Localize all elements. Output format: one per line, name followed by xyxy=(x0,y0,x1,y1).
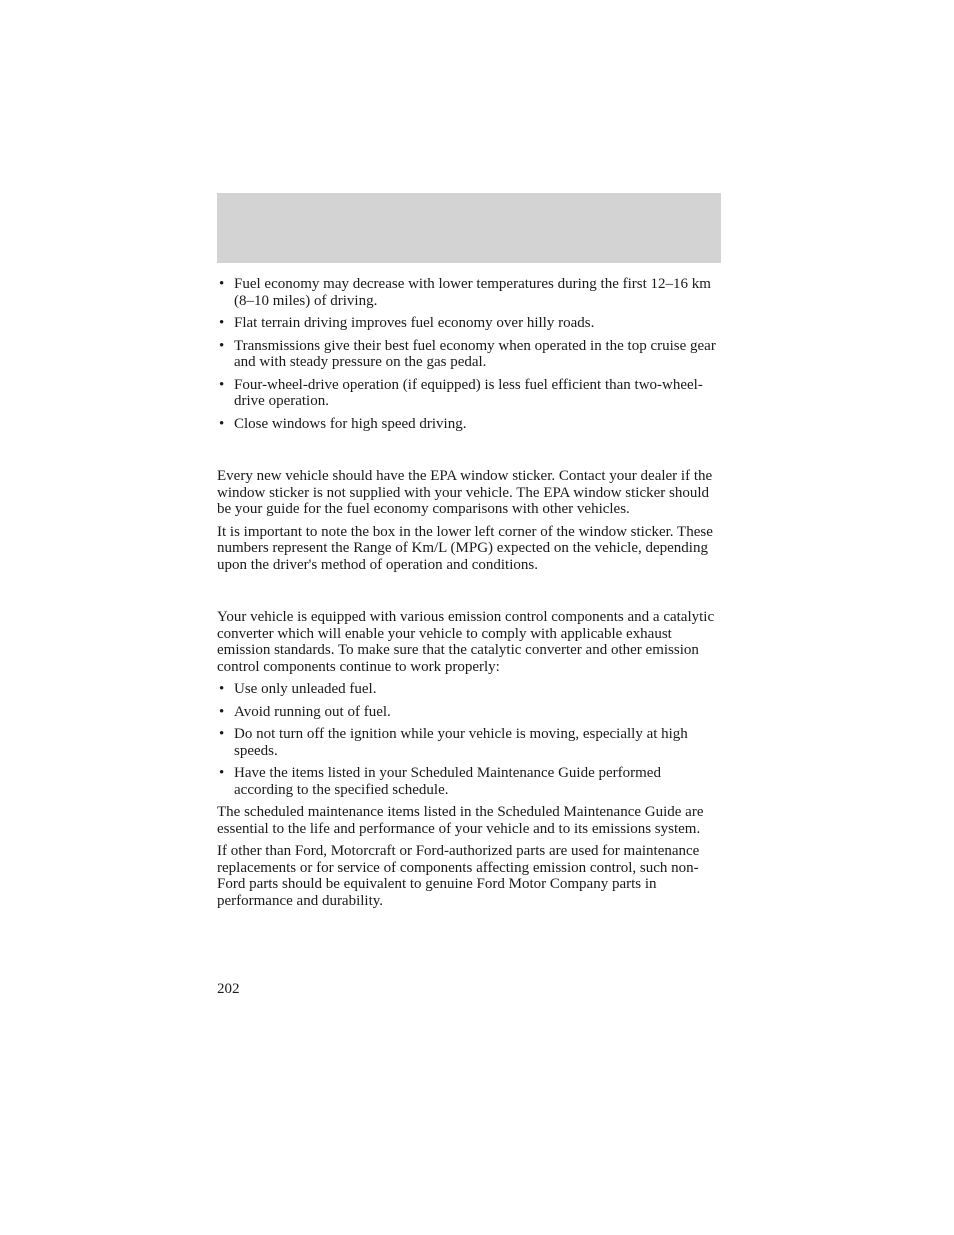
list-item xyxy=(217,726,723,759)
list-item-text: Do not turn off the ignition while your vehicle is moving, especially at high speeds. xyxy=(234,726,688,759)
section-gap xyxy=(217,579,723,609)
emissions-list xyxy=(217,681,723,798)
bullet-icon: • xyxy=(219,376,225,393)
header-band xyxy=(217,193,721,263)
bullet-icon: • xyxy=(219,337,225,354)
list-item xyxy=(217,315,723,332)
emissions-paragraph-2: The scheduled maintenance items listed in the Scheduled Maintenance Guide are essential to the life and performance of your vehicle and to its emissions system. xyxy=(217,804,704,837)
bullet-icon: • xyxy=(219,276,225,292)
list-item-text: Avoid running out of fuel. xyxy=(234,703,391,720)
bullet-icon: • xyxy=(219,681,225,697)
bullet-icon: • xyxy=(219,415,225,432)
list-item-text: Close windows for high speed driving. xyxy=(234,415,467,432)
page-content xyxy=(217,276,723,915)
emissions-intro: Your vehicle is equipped with various emission control components and a catalytic converter which will enable your vehicle to comply with applicable exhaust emission standards. To make sure that the catalytic converter and other emission control components continue to work properly: xyxy=(217,609,715,675)
page-number: 202 xyxy=(217,981,240,997)
section-gap xyxy=(217,438,723,468)
bullet-icon: • xyxy=(219,703,225,720)
list-item xyxy=(217,765,723,798)
list-item xyxy=(217,681,723,698)
list-item-text: Have the items listed in your Scheduled Maintenance Guide performed according to the specified schedule. xyxy=(234,765,661,798)
list-item xyxy=(217,704,723,721)
epa-paragraph-2: It is important to note the box in the lower left corner of the window sticker. These numbers represent the Range of Km/L (MPG) expected on the vehicle, depending upon the driver's method of operation and conditions. xyxy=(217,523,713,573)
bullet-icon: • xyxy=(219,315,225,331)
list-item-text: Use only unleaded fuel. xyxy=(234,681,377,697)
list-item-text: Flat terrain driving improves fuel economy over hilly roads. xyxy=(234,315,595,331)
fuel-tips-list xyxy=(217,276,723,432)
list-item xyxy=(217,416,723,433)
list-item-text: Four-wheel-drive operation (if equipped) is less fuel efficient than two-wheel-drive operation. xyxy=(234,376,703,409)
list-item-text: Transmissions give their best fuel economy when operated in the top cruise gear and with steady pressure on the gas pedal. xyxy=(234,337,716,370)
list-item xyxy=(217,276,723,309)
emissions-paragraph-3: If other than Ford, Motorcraft or Ford-authorized parts are used for maintenance replacements or for service of components affecting emission control, such non-Ford parts should be equivalent to genuine Ford Motor Company parts in performance and durability. xyxy=(217,843,700,909)
epa-paragraph-1: Every new vehicle should have the EPA window sticker. Contact your dealer if the window sticker is not supplied with your vehicle. The EPA window sticker should be your guide for the fuel economy comparisons with other vehicles. xyxy=(217,468,713,517)
bullet-icon: • xyxy=(219,726,225,742)
list-item xyxy=(217,377,723,410)
list-item-text: Fuel economy may decrease with lower temperatures during the first 12–16 km (8–10 miles) of driving. xyxy=(234,276,711,309)
list-item xyxy=(217,338,723,371)
bullet-icon: • xyxy=(219,765,225,781)
